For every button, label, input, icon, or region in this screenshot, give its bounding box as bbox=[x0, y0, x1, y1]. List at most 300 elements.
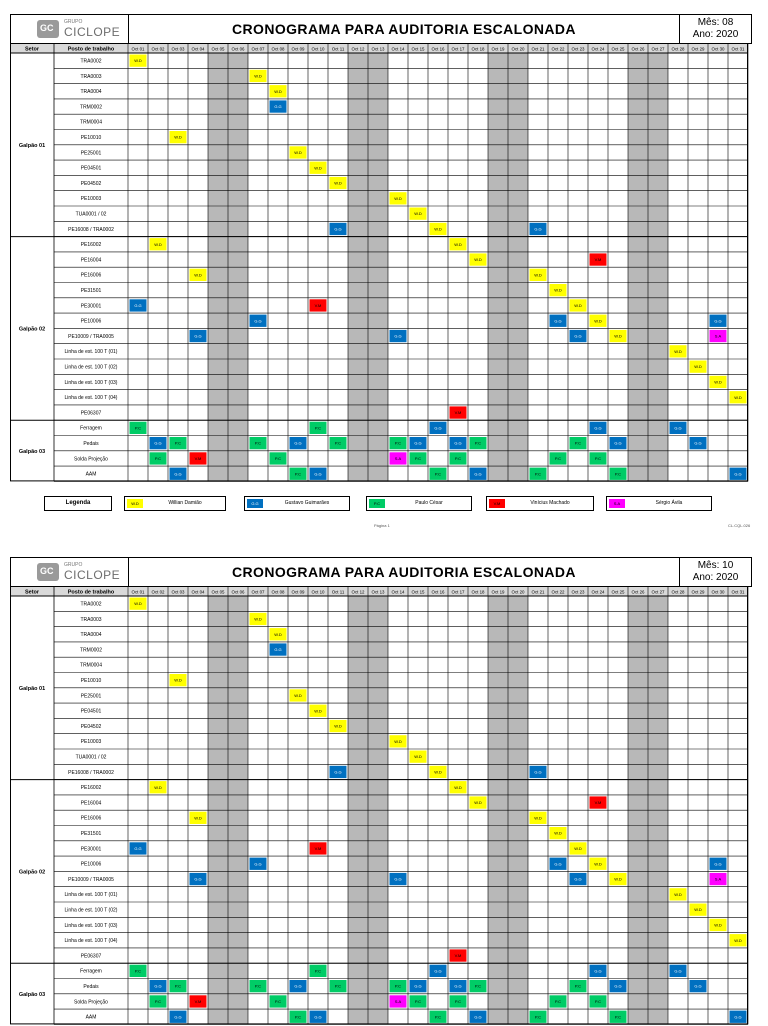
workstation-label: PE16002 bbox=[80, 785, 102, 792]
workstation-label: PE04502 bbox=[80, 723, 102, 730]
audit-code: W.D bbox=[454, 241, 462, 247]
audit-code: P.C bbox=[614, 471, 622, 477]
workstation-label: PE31501 bbox=[80, 287, 102, 294]
workstation-label: PE10009 / TRA0005 bbox=[68, 333, 114, 340]
audit-code: W.D bbox=[534, 272, 542, 278]
day-header: Oct 07 bbox=[251, 46, 265, 52]
workstation-label: PE04501 bbox=[80, 708, 102, 715]
day-header: Oct 04 bbox=[191, 46, 205, 52]
audit-code: G.G bbox=[274, 104, 282, 110]
audit-code: P.C bbox=[434, 1014, 442, 1020]
day-header: Oct 01 bbox=[131, 46, 145, 52]
workstation-label: TRA0004 bbox=[80, 632, 102, 639]
audit-code: W.D bbox=[554, 287, 562, 293]
col-header-posto: Posto de trabalho bbox=[67, 589, 115, 596]
day-header: Oct 26 bbox=[631, 46, 645, 52]
audit-code: S.A bbox=[714, 333, 722, 339]
audit-code: P.C bbox=[554, 998, 562, 1004]
legend-code: W.D bbox=[127, 499, 143, 508]
company-logo bbox=[11, 15, 129, 43]
day-header: Oct 16 bbox=[431, 46, 445, 52]
sector-label: Galpão 03 bbox=[18, 448, 46, 455]
audit-code: W.D bbox=[294, 692, 302, 698]
legend-code: S.A bbox=[609, 499, 625, 508]
audit-code: G.G bbox=[134, 302, 142, 308]
legend-title: Legenda bbox=[44, 496, 112, 511]
day-header: Oct 15 bbox=[411, 589, 425, 595]
workstation-label: TRA0004 bbox=[80, 89, 102, 96]
audit-code: V.M bbox=[194, 455, 202, 461]
workstation-label: PE04502 bbox=[80, 180, 102, 187]
audit-code: W.D bbox=[414, 211, 422, 217]
workstation-label: PE30001 bbox=[80, 303, 102, 310]
workstation-label: PE10010 bbox=[80, 134, 102, 141]
audit-code: G.G bbox=[714, 861, 722, 867]
day-header: Oct 19 bbox=[491, 46, 505, 52]
workstation-label: TRM0004 bbox=[80, 119, 102, 126]
workstation-label: Ferragem bbox=[80, 968, 102, 975]
audit-code: P.C bbox=[394, 983, 402, 989]
audit-code: G.G bbox=[414, 983, 422, 989]
day-header: Oct 29 bbox=[691, 589, 705, 595]
workstation-label: Linha de est. 100 T (03) bbox=[64, 922, 118, 929]
day-header: Oct 05 bbox=[211, 589, 225, 595]
day-header: Oct 08 bbox=[271, 46, 285, 52]
workstation-label: Linha de est. 100 T (02) bbox=[64, 364, 118, 371]
month-label: Mês: 08 bbox=[697, 17, 734, 28]
day-header: Oct 04 bbox=[191, 589, 205, 595]
audit-code: P.C bbox=[474, 440, 482, 446]
legend-name: Vinícius Machado bbox=[530, 500, 570, 506]
legend-item-pc bbox=[366, 496, 472, 511]
audit-code: W.D bbox=[674, 348, 682, 354]
audit-code: P.C bbox=[314, 968, 322, 974]
day-header: Oct 28 bbox=[671, 589, 685, 595]
workstation-label: PE16006 bbox=[80, 815, 102, 822]
workstation-label: Linha de est. 100 T (03) bbox=[64, 379, 118, 386]
audit-code: P.C bbox=[554, 455, 562, 461]
legend-item-sa bbox=[606, 496, 712, 511]
audit-code: W.D bbox=[434, 769, 442, 775]
audit-code: P.C bbox=[414, 998, 422, 1004]
audit-code: P.C bbox=[574, 440, 582, 446]
day-header: Oct 23 bbox=[571, 46, 585, 52]
audit-code: P.C bbox=[174, 440, 182, 446]
footer-code: CL.CQL.026 bbox=[728, 523, 751, 528]
day-header: Oct 17 bbox=[451, 589, 465, 595]
audit-code: V.M bbox=[314, 302, 322, 308]
document-title: CRONOGRAMA PARA AUDITORIA ESCALONADA bbox=[232, 564, 576, 580]
audit-code: W.D bbox=[334, 180, 342, 186]
audit-code: W.D bbox=[334, 723, 342, 729]
audit-code: W.D bbox=[154, 784, 162, 790]
workstation-label: Solda Projeção bbox=[74, 456, 108, 463]
footer-page: Página 1 bbox=[374, 523, 390, 528]
workstation-label: PE06307 bbox=[80, 953, 102, 960]
logo-mark-icon: GC bbox=[37, 20, 59, 38]
legend bbox=[44, 496, 720, 512]
workstation-label: Solda Projeção bbox=[74, 999, 108, 1006]
workstation-label: PE16004 bbox=[80, 257, 102, 264]
legend-name: Willian Damião bbox=[168, 500, 202, 506]
day-header: Oct 25 bbox=[611, 46, 625, 52]
day-header: Oct 28 bbox=[671, 46, 685, 52]
day-header: Oct 07 bbox=[251, 589, 265, 595]
day-header: Oct 08 bbox=[271, 589, 285, 595]
audit-code: S.A bbox=[394, 455, 402, 461]
legend-name: Paulo César bbox=[415, 500, 443, 506]
workstation-label: TUA0001 / 02 bbox=[75, 211, 107, 218]
workstation-label: Linha de est. 100 T (04) bbox=[64, 395, 118, 402]
day-header: Oct 30 bbox=[711, 589, 725, 595]
workstation-label: PE16008 / TRA0002 bbox=[68, 226, 114, 233]
day-header: Oct 09 bbox=[291, 46, 305, 52]
audit-code: G.G bbox=[434, 968, 442, 974]
audit-code: G.G bbox=[314, 1014, 322, 1020]
workstation-label: PE10006 bbox=[80, 318, 102, 325]
audit-code: G.G bbox=[474, 471, 482, 477]
audit-code: G.G bbox=[134, 845, 142, 851]
day-header: Oct 13 bbox=[371, 46, 385, 52]
day-header: Oct 30 bbox=[711, 46, 725, 52]
workstation-label: TRM0004 bbox=[80, 662, 102, 669]
workstation-label: PE10003 bbox=[80, 196, 102, 203]
workstation-label: PE16008 / TRA0002 bbox=[68, 769, 114, 776]
audit-code: W.D bbox=[174, 677, 182, 683]
audit-code: W.D bbox=[274, 631, 282, 637]
audit-code: W.D bbox=[454, 784, 462, 790]
audit-code: G.G bbox=[694, 983, 702, 989]
audit-code: W.D bbox=[614, 333, 622, 339]
audit-code: W.D bbox=[734, 394, 742, 400]
audit-code: P.C bbox=[254, 983, 262, 989]
workstation-label: PE10006 bbox=[80, 861, 102, 868]
audit-code: P.C bbox=[614, 1014, 622, 1020]
audit-code: G.G bbox=[614, 983, 622, 989]
day-header: Oct 11 bbox=[331, 46, 345, 52]
legend-name: Sérgio Ávila bbox=[655, 500, 683, 506]
day-header: Oct 02 bbox=[151, 46, 165, 52]
workstation-label: Ferragem bbox=[80, 425, 102, 432]
day-header: Oct 09 bbox=[291, 589, 305, 595]
audit-code: G.G bbox=[734, 471, 742, 477]
audit-code: P.C bbox=[174, 983, 182, 989]
audit-code: V.M bbox=[454, 410, 462, 416]
audit-code: G.G bbox=[734, 1014, 742, 1020]
audit-code: W.D bbox=[134, 601, 142, 607]
audit-code: P.C bbox=[134, 425, 142, 431]
sheet-header bbox=[10, 14, 752, 44]
day-header: Oct 24 bbox=[591, 46, 605, 52]
audit-code: W.D bbox=[714, 379, 722, 385]
day-header: Oct 15 bbox=[411, 46, 425, 52]
day-header: Oct 14 bbox=[391, 589, 405, 595]
day-header: Oct 10 bbox=[311, 589, 325, 595]
audit-code: V.M bbox=[314, 845, 322, 851]
workstation-label: PE06307 bbox=[80, 410, 102, 417]
audit-code: G.G bbox=[674, 968, 682, 974]
audit-code: G.G bbox=[394, 333, 402, 339]
day-header: Oct 16 bbox=[431, 589, 445, 595]
audit-code: P.C bbox=[274, 998, 282, 1004]
audit-code: P.C bbox=[334, 440, 342, 446]
audit-code: G.G bbox=[254, 861, 262, 867]
day-header: Oct 02 bbox=[151, 589, 165, 595]
day-header: Oct 03 bbox=[171, 46, 185, 52]
company-logo bbox=[11, 558, 129, 586]
day-header: Oct 13 bbox=[371, 589, 385, 595]
period-box bbox=[679, 15, 751, 43]
workstation-label: Linha de est. 100 T (01) bbox=[64, 892, 118, 899]
audit-code: G.G bbox=[254, 318, 262, 324]
audit-code: P.C bbox=[594, 455, 602, 461]
legend-name: Gustavo Guimarães bbox=[284, 500, 330, 506]
day-header: Oct 25 bbox=[611, 589, 625, 595]
audit-code: P.C bbox=[434, 471, 442, 477]
audit-code: P.C bbox=[154, 455, 162, 461]
day-header: Oct 06 bbox=[231, 589, 245, 595]
col-header-setor: Setor bbox=[24, 589, 40, 596]
legend-item-gg bbox=[244, 496, 350, 511]
day-header: Oct 11 bbox=[331, 589, 345, 595]
audit-code: W.D bbox=[574, 302, 582, 308]
audit-code: W.D bbox=[394, 195, 402, 201]
audit-code: G.G bbox=[614, 440, 622, 446]
audit-code: G.G bbox=[414, 440, 422, 446]
day-header: Oct 24 bbox=[591, 589, 605, 595]
audit-code: G.G bbox=[534, 226, 542, 232]
audit-code: W.D bbox=[734, 937, 742, 943]
audit-code: G.G bbox=[174, 1014, 182, 1020]
audit-code: G.G bbox=[394, 876, 402, 882]
audit-code: P.C bbox=[594, 998, 602, 1004]
day-header: Oct 31 bbox=[731, 589, 745, 595]
audit-code: P.C bbox=[334, 983, 342, 989]
audit-code: P.C bbox=[574, 983, 582, 989]
schedule-sheet-1 bbox=[10, 14, 752, 478]
audit-code: W.D bbox=[594, 861, 602, 867]
sector-label: Galpão 01 bbox=[18, 142, 46, 149]
day-header: Oct 12 bbox=[351, 46, 365, 52]
audit-code: W.D bbox=[174, 134, 182, 140]
day-header: Oct 21 bbox=[531, 46, 545, 52]
audit-code: W.D bbox=[134, 58, 142, 64]
workstation-label: PE10003 bbox=[80, 739, 102, 746]
audit-code: G.G bbox=[154, 983, 162, 989]
workstation-label: AAM bbox=[85, 471, 97, 478]
workstation-label: PE04501 bbox=[80, 165, 102, 172]
audit-code: W.D bbox=[294, 149, 302, 155]
audit-code: P.C bbox=[294, 1014, 302, 1020]
audit-code: G.G bbox=[434, 425, 442, 431]
workstation-label: TRM0002 bbox=[80, 104, 102, 111]
sector-label: Galpão 01 bbox=[18, 685, 46, 692]
audit-code: G.G bbox=[454, 983, 462, 989]
legend-item-vm bbox=[486, 496, 594, 511]
audit-code: G.G bbox=[554, 861, 562, 867]
audit-code: G.G bbox=[574, 876, 582, 882]
audit-code: W.D bbox=[254, 616, 262, 622]
audit-code: W.D bbox=[614, 876, 622, 882]
audit-code: P.C bbox=[474, 983, 482, 989]
sector-label: Galpão 02 bbox=[18, 869, 46, 876]
year-label: Ano: 2020 bbox=[692, 29, 739, 40]
workstation-label: Linha de est. 100 T (02) bbox=[64, 907, 118, 914]
workstation-label: Pedais bbox=[83, 983, 99, 990]
audit-code: P.C bbox=[534, 471, 542, 477]
workstation-label: TRA0003 bbox=[80, 616, 102, 623]
audit-code: G.G bbox=[194, 333, 202, 339]
audit-code: G.G bbox=[574, 333, 582, 339]
day-header: Oct 21 bbox=[531, 589, 545, 595]
audit-code: V.M bbox=[594, 800, 602, 806]
day-header: Oct 18 bbox=[471, 589, 485, 595]
workstation-label: TRA0002 bbox=[80, 601, 102, 608]
audit-code: W.D bbox=[194, 272, 202, 278]
audit-code: W.D bbox=[154, 241, 162, 247]
audit-code: V.M bbox=[454, 953, 462, 959]
audit-code: V.M bbox=[594, 257, 602, 263]
audit-code: G.G bbox=[694, 440, 702, 446]
day-header: Oct 23 bbox=[571, 589, 585, 595]
audit-code: W.D bbox=[534, 815, 542, 821]
audit-code: W.D bbox=[434, 226, 442, 232]
legend-item-wd bbox=[124, 496, 226, 511]
audit-code: G.G bbox=[594, 968, 602, 974]
audit-code: G.G bbox=[274, 647, 282, 653]
document-title: CRONOGRAMA PARA AUDITORIA ESCALONADA bbox=[232, 21, 576, 37]
sheet-header bbox=[10, 557, 752, 587]
workstation-label: Pedais bbox=[83, 440, 99, 447]
audit-code: S.A bbox=[394, 998, 402, 1004]
workstation-label: PE10009 / TRA0005 bbox=[68, 876, 114, 883]
audit-code: G.G bbox=[294, 440, 302, 446]
workstation-label: PE16006 bbox=[80, 272, 102, 279]
day-header: Oct 05 bbox=[211, 46, 225, 52]
day-header: Oct 01 bbox=[131, 589, 145, 595]
audit-code: G.G bbox=[294, 983, 302, 989]
legend-code: G.G bbox=[247, 499, 263, 508]
audit-code: W.D bbox=[414, 754, 422, 760]
day-header: Oct 20 bbox=[511, 46, 525, 52]
logo-grupo-text: GRUPO bbox=[64, 562, 83, 568]
legend-code: P.C bbox=[369, 499, 385, 508]
day-header: Oct 10 bbox=[311, 46, 325, 52]
workstation-label: PE16004 bbox=[80, 800, 102, 807]
audit-code: P.C bbox=[534, 1014, 542, 1020]
workstation-label: PE16002 bbox=[80, 242, 102, 249]
day-header: Oct 06 bbox=[231, 46, 245, 52]
audit-code: W.D bbox=[274, 88, 282, 94]
day-header: Oct 22 bbox=[551, 46, 565, 52]
audit-code: G.G bbox=[174, 471, 182, 477]
sector-label: Galpão 02 bbox=[18, 326, 46, 333]
period-box bbox=[679, 558, 751, 586]
legend-code: V.M bbox=[489, 499, 505, 508]
schedule-sheet-2 bbox=[10, 557, 752, 1021]
audit-code: G.G bbox=[474, 1014, 482, 1020]
audit-code: W.D bbox=[194, 815, 202, 821]
audit-code: G.G bbox=[334, 226, 342, 232]
day-header: Oct 17 bbox=[451, 46, 465, 52]
audit-code: G.G bbox=[454, 440, 462, 446]
workstation-label: PE25001 bbox=[80, 150, 102, 157]
col-header-posto: Posto de trabalho bbox=[67, 46, 115, 53]
audit-code: G.G bbox=[674, 425, 682, 431]
month-label: Mês: 10 bbox=[697, 560, 734, 571]
audit-code: P.C bbox=[154, 998, 162, 1004]
audit-code: W.D bbox=[674, 891, 682, 897]
workstation-label: PE30001 bbox=[80, 846, 102, 853]
col-header-setor: Setor bbox=[24, 46, 40, 53]
audit-code: P.C bbox=[254, 440, 262, 446]
day-header: Oct 12 bbox=[351, 589, 365, 595]
logo-name-text: CICLOPE bbox=[64, 25, 121, 39]
day-header: Oct 31 bbox=[731, 46, 745, 52]
audit-code: W.D bbox=[474, 800, 482, 806]
workstation-label: AAM bbox=[85, 1014, 97, 1021]
audit-code: G.G bbox=[334, 769, 342, 775]
audit-code: W.D bbox=[694, 907, 702, 913]
audit-code: P.C bbox=[394, 440, 402, 446]
day-header: Oct 27 bbox=[651, 589, 665, 595]
audit-code: W.D bbox=[314, 708, 322, 714]
schedule-grid bbox=[10, 43, 752, 483]
audit-code: G.G bbox=[714, 318, 722, 324]
workstation-label: Linha de est. 100 T (01) bbox=[64, 349, 118, 356]
audit-code: W.D bbox=[314, 165, 322, 171]
audit-code: W.D bbox=[254, 73, 262, 79]
audit-code: P.C bbox=[134, 968, 142, 974]
audit-code: P.C bbox=[314, 425, 322, 431]
day-header: Oct 14 bbox=[391, 46, 405, 52]
logo-name-text: CICLOPE bbox=[64, 568, 121, 582]
day-header: Oct 26 bbox=[631, 589, 645, 595]
audit-code: P.C bbox=[274, 455, 282, 461]
logo-mark-icon: GC bbox=[37, 563, 59, 581]
audit-code: W.D bbox=[714, 922, 722, 928]
audit-code: G.G bbox=[534, 769, 542, 775]
day-header: Oct 20 bbox=[511, 589, 525, 595]
day-header: Oct 22 bbox=[551, 589, 565, 595]
workstation-label: TRM0002 bbox=[80, 647, 102, 654]
workstation-label: TUA0001 / 02 bbox=[75, 754, 107, 761]
schedule-grid bbox=[10, 586, 752, 1026]
audit-code: P.C bbox=[454, 455, 462, 461]
audit-code: V.M bbox=[194, 998, 202, 1004]
workstation-label: Linha de est. 100 T (04) bbox=[64, 938, 118, 945]
audit-code: P.C bbox=[294, 471, 302, 477]
audit-code: G.G bbox=[194, 876, 202, 882]
audit-code: W.D bbox=[554, 830, 562, 836]
audit-code: P.C bbox=[454, 998, 462, 1004]
audit-code: P.C bbox=[414, 455, 422, 461]
workstation-label: TRA0002 bbox=[80, 58, 102, 65]
workstation-label: PE25001 bbox=[80, 693, 102, 700]
audit-code: G.G bbox=[314, 471, 322, 477]
audit-code: W.D bbox=[594, 318, 602, 324]
audit-code: G.G bbox=[154, 440, 162, 446]
day-header: Oct 18 bbox=[471, 46, 485, 52]
audit-code: G.G bbox=[594, 425, 602, 431]
year-label: Ano: 2020 bbox=[692, 572, 739, 583]
day-header: Oct 19 bbox=[491, 589, 505, 595]
audit-code: W.D bbox=[474, 257, 482, 263]
audit-code: W.D bbox=[394, 738, 402, 744]
workstation-label: PE10010 bbox=[80, 677, 102, 684]
workstation-label: PE31501 bbox=[80, 830, 102, 837]
logo-grupo-text: GRUPO bbox=[64, 19, 83, 25]
